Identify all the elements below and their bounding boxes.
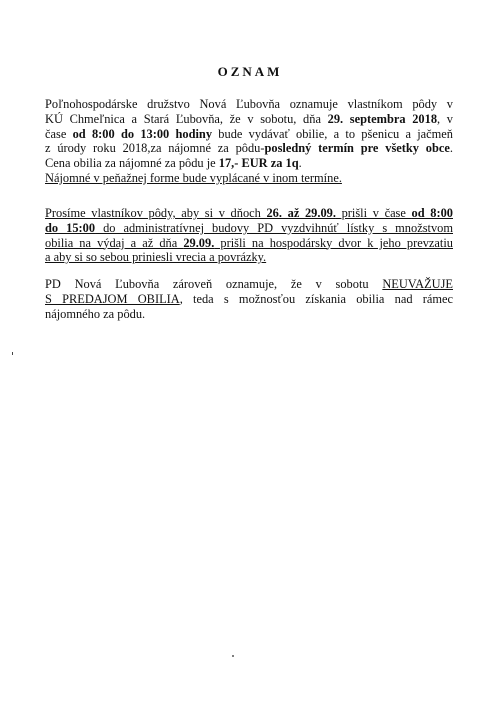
document-title: OZNAM <box>217 64 283 79</box>
p1-line-1: Poľnohospodárske družstvo Nová Ľubovňa oznamuje vlastníkom pôdy v <box>45 97 453 111</box>
p3-line-1: PD Nová Ľubovňa zároveň oznamuje, že v sobotu NEUVAŽUJE <box>45 277 453 291</box>
scan-speck <box>232 655 234 657</box>
distribution-hours: od 8:00 do 13:00 hodiny <box>72 126 213 141</box>
collection-date: 29.09. <box>183 235 215 250</box>
p2-line-3: obilia na výdaj a až dňa 29.09. prišli na hospodársky dvor k jeho prevzatiu <box>45 235 453 250</box>
p3-line-2: S PREDAJOM OBILIA, teda s možnosťou získania obilia nad rámec <box>45 291 453 306</box>
paragraph-no-sale-notice <box>45 277 453 321</box>
last-term-note: posledný termín pre všetky obce <box>264 141 450 156</box>
p2-line-2: do 15:00 do administratívnej budovy PD vyzdvihnúť lístky s množstvom <box>45 220 453 235</box>
grain-price: 17,- EUR za 1q <box>218 156 299 171</box>
not-considering-text: NEUVAŽUJE <box>382 277 453 291</box>
p1-line-3: čase od 8:00 do 13:00 hodiny bude vydávať obilie, a to pšenicu a jačmeň <box>45 126 453 141</box>
p1-line-5: Cena obilia za nájomné za pôdu je 17,- EUR za 1q. <box>45 156 302 171</box>
p3-line-3: nájomného za pôdu. <box>45 306 146 321</box>
distribution-date: 29. septembra 2018 <box>327 111 438 126</box>
p1-line-4: z úrody roku 2018,za nájomné za pôdu-posledný termín pre všetky obce. <box>45 141 454 156</box>
paragraph-ticket-pickup <box>45 206 453 265</box>
p2-line-1: Prosíme vlastníkov pôdy, aby si v dňoch 26. až 29.09. prišli v čase od 8:00 <box>45 206 453 220</box>
pickup-time-start: od 8:00 <box>411 206 453 220</box>
pickup-time-end: do 15:00 <box>45 220 96 235</box>
scan-margin-mark <box>12 352 13 355</box>
p1-line-6: Nájomné v peňažnej forme bude vyplácané v inom termíne. <box>45 170 342 185</box>
pickup-dates: 26. až 29.09. <box>266 206 336 220</box>
p1-line-2: KÚ Chmeľnica a Stará Ľubovňa, že v sobotu, dňa 29. septembra 2018, v <box>45 111 454 126</box>
grain-sale-text: S PREDAJOM OBILIA <box>45 291 180 306</box>
paragraph-distribution-announcement <box>45 97 453 186</box>
p2-line-4: a aby si so sebou priniesli vrecia a povrázky. <box>45 250 267 265</box>
